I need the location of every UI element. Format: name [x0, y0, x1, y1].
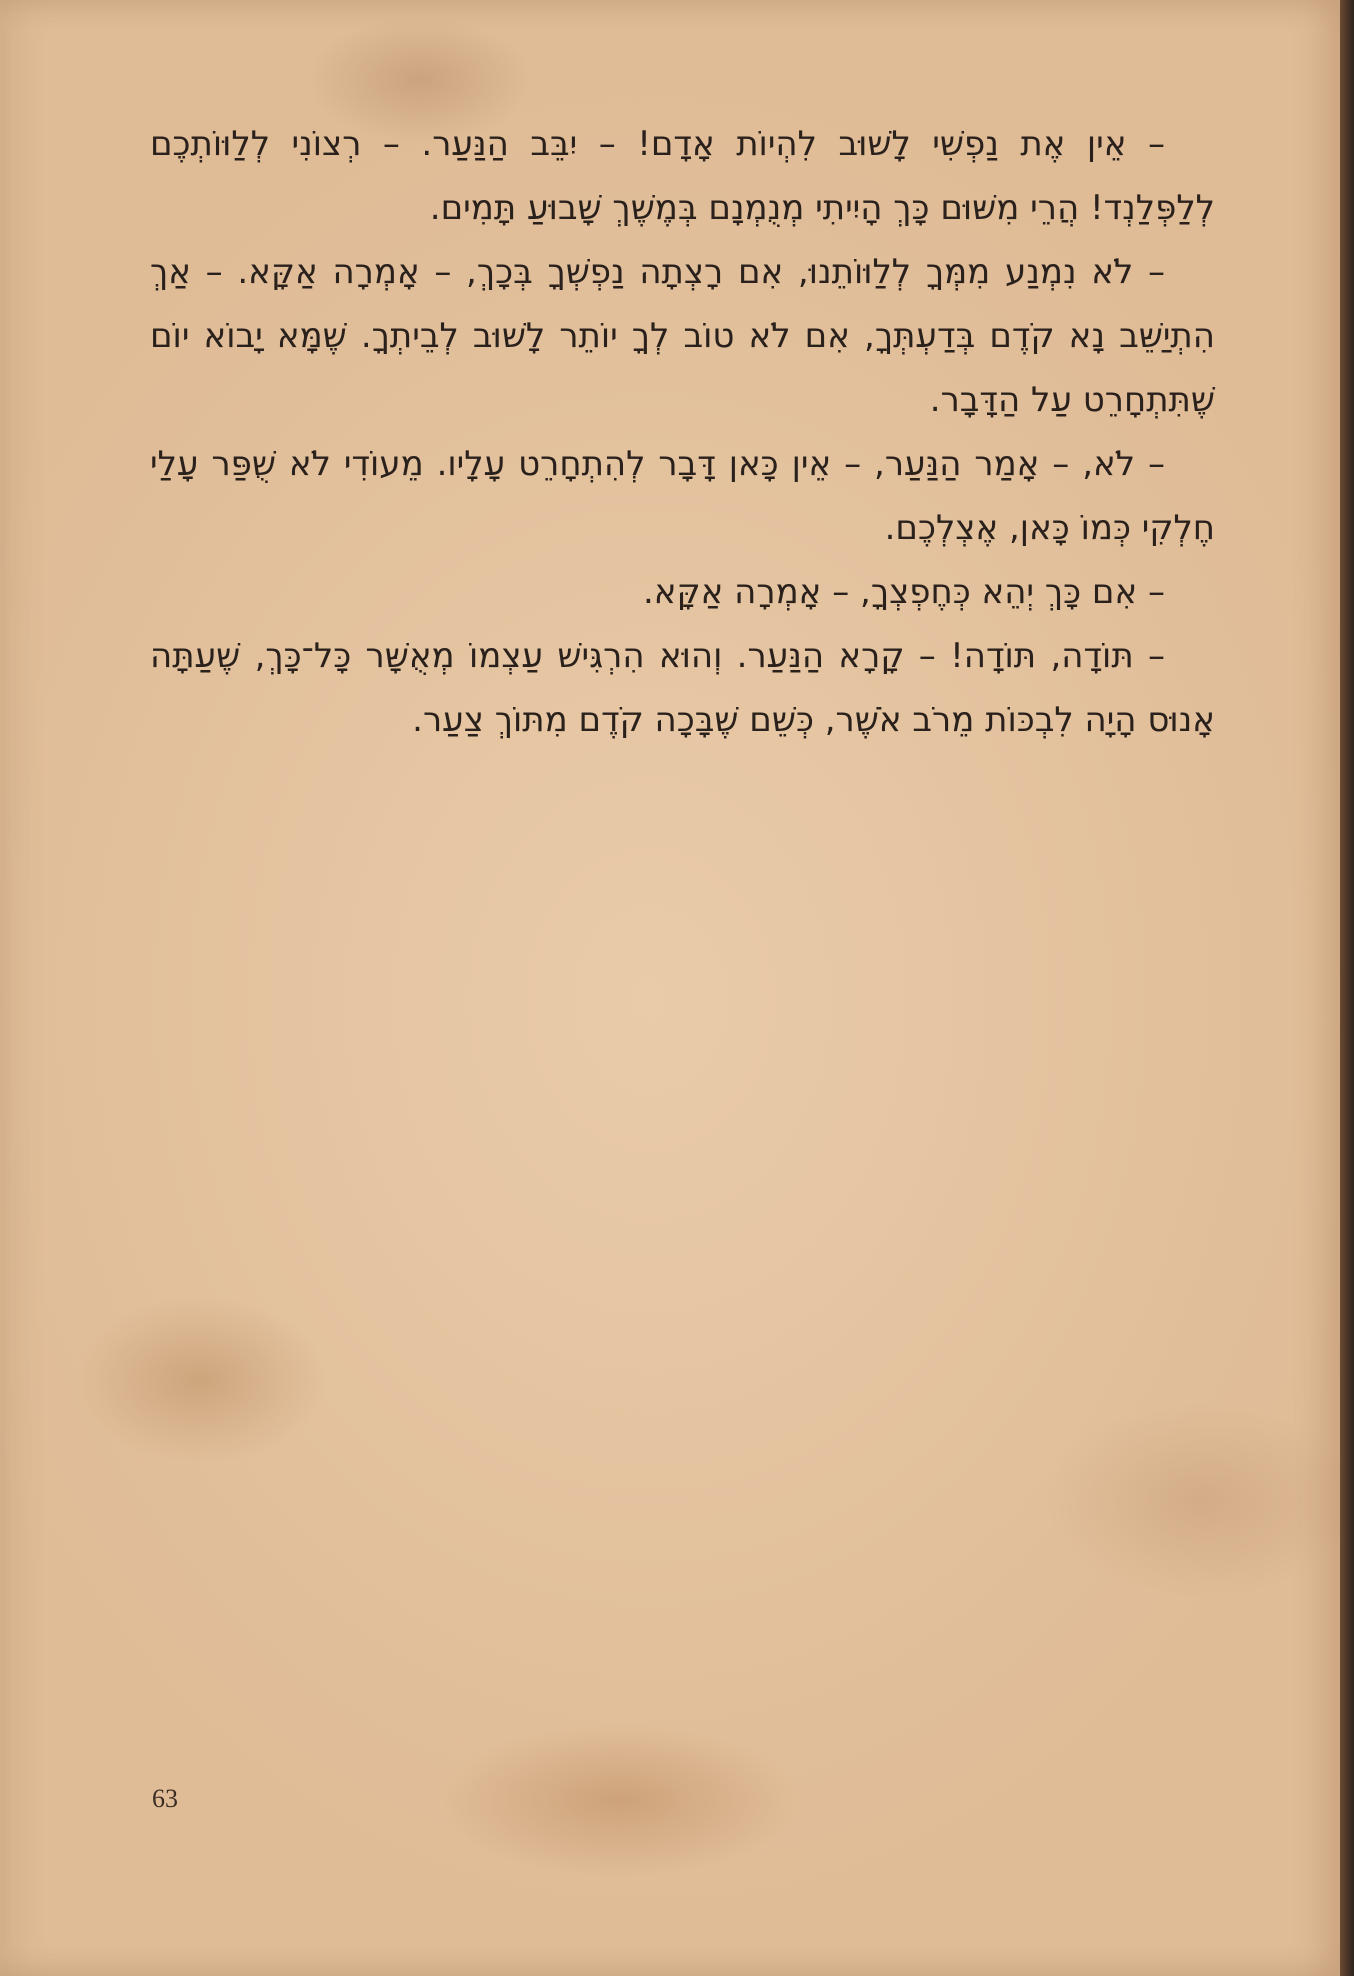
paragraph-4: – אִם כָּךְ יְהֵא כְּחֶפְצְךָ, – אָמְרָה אַקָּא. [642, 572, 1165, 612]
page-number: 63 [152, 1784, 178, 1813]
page-text [150, 112, 1215, 752]
paragraph-5: – תּוֹדָה, תּוֹדָה! – קָרָא הַנַּעַר. וְהוּא הִרְגִּישׁ עַצְמוֹ מְאֻשָּׁר כָּל־כָּךְ, שֶׁעַתָּה אָנוּס הָיָה לִבְכּוֹת מֵרֹב אֹשֶׁר, כְּשֵׁם שֶׁבָּכָה קֹדֶם מִתּוֹךְ צַעַר. [150, 636, 1215, 740]
page-edge [1340, 0, 1354, 1976]
paragraph-2: – לֹא נִמְנַע מִמְּךָ לְלַוּוֹתֵנוּ, אִם רָצְתָה נַפְשְׁךָ בְּכָךְ, – אָמְרָה אַקָּא. – אַךְ הִתְיַשֵּׁב נָא קֹדֶם בְּדַעְתְּךָ, אִם לֹא טוֹב לְךָ יוֹתֵר לָשׁוּב לְבֵיתְךָ. שֶׁמָּא יָבוֹא יוֹם שֶׁתִּתְחָרֵט עַל הַדָּבָר. [150, 252, 1215, 420]
paragraph-3: – לֹא, – אָמַר הַנַּעַר, – אֵין כָּאן דָּבָר לְהִתְחָרֵט עָלָיו. מֵעוֹדִי לֹא שֻׁפַּר עָלַי חֶלְקִי כְּמוֹ כָּאן, אֶצְלְכֶם. [150, 444, 1215, 548]
paragraph-1: – אֵין אֶת נַפְשִׁי לָשׁוּב לִהְיוֹת אָדָם! – יִבֵּב הַנַּעַר. – רְצוֹנִי לְלַוּוֹתְכֶם לְלַפְּלַנְד! הֲרֵי מִשּׁוּם כָּךְ הָיִיתִי מְנֻמְנָם בְּמֶשֶׁךְ שָׁבוּעַ תָּמִים. [150, 124, 1215, 228]
